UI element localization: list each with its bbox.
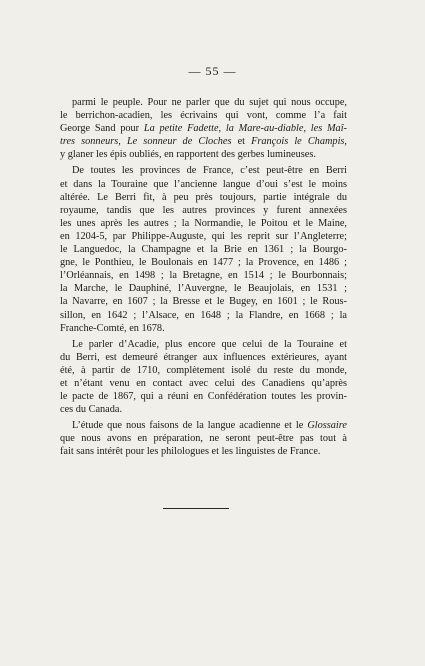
text-run: le berrichon-acadien, les écrivains qui vont, comme l’a fait xyxy=(60,110,347,122)
body-text xyxy=(60,96,347,462)
text-line xyxy=(60,178,347,191)
paragraph xyxy=(60,96,347,161)
text-run: le pacte de 1867, qui a réuni en Confédération toutes les provin- xyxy=(60,391,347,403)
text-line xyxy=(60,403,347,416)
text-run: ces du Canada. xyxy=(60,404,123,416)
text-line xyxy=(60,309,347,322)
paragraph xyxy=(60,338,347,417)
text-run: y glaner les épis oubliés, en rapportent des gerbes lumineuses. xyxy=(60,149,316,161)
text-line xyxy=(60,282,347,295)
text-run: le Languedoc, la Champagne et la Brie en 1361 ; la Bourgo- xyxy=(60,244,347,256)
text-line xyxy=(60,204,347,217)
text-line xyxy=(60,295,347,308)
text-run: en 1204-5, par Philippe-Auguste, qui les reprit sur l’Angleterre; xyxy=(60,230,347,242)
text-run: été, à partir de 1710, complètement isolé du reste du monde, xyxy=(60,364,347,376)
text-run: du Berri, est demeuré étranger aux influences extérieures, ayant xyxy=(60,351,347,363)
text-line xyxy=(60,445,347,458)
italic-title: tres sonneurs, Le sonneur de Cloches xyxy=(60,136,232,148)
text-run: l’Orléannais, en 1498 ; la Bretagne, en 1514 ; le Bourbonnais; xyxy=(60,270,347,282)
text-line xyxy=(60,191,347,204)
text-line xyxy=(60,432,347,445)
text-line xyxy=(60,419,347,432)
text-line xyxy=(60,351,347,364)
text-line xyxy=(60,135,347,148)
text-run: la Navarre, en 1607 ; la Bresse et le Bugey, en 1601 ; le Rous- xyxy=(60,296,347,308)
text-run: et xyxy=(231,136,252,148)
text-run: sillon, en 1642 ; l’Alsace, en 1648 ; la Flandre, en 1668 ; la xyxy=(60,309,347,321)
text-line xyxy=(60,148,347,161)
text-line xyxy=(60,377,347,390)
text-run: De toutes les provinces de France, c’est peut-être en Berri xyxy=(72,165,347,177)
text-run: les unes après les autres ; la Normandie, le Poitou et le Maine, xyxy=(60,217,347,229)
paragraph xyxy=(60,164,347,334)
text-line xyxy=(60,164,347,177)
text-run: George Sand pour xyxy=(60,123,144,135)
text-line xyxy=(60,364,347,377)
text-run: Franche-Comté, en 1678. xyxy=(60,322,165,334)
text-line xyxy=(60,322,347,335)
text-line xyxy=(60,122,347,135)
paragraph xyxy=(60,419,347,458)
text-run: royaume, tandis que les autres provinces y furent annexées xyxy=(60,204,347,216)
text-line xyxy=(60,338,347,351)
text-line xyxy=(60,109,347,122)
text-line xyxy=(60,96,347,109)
text-line xyxy=(60,243,347,256)
text-run: la Marche, le Dauphiné, l’Auvergne, le Beaujolais, en 1531 ; xyxy=(60,283,347,295)
text-run: altérée. Le Berri fit, à peu près toujours, partie intégrale du xyxy=(60,191,347,203)
text-run: que nous avons en préparation, ne seront peut-être pas tout à xyxy=(60,433,347,445)
text-run: L’étude que nous faisons de la langue acadienne et le xyxy=(72,420,308,432)
text-line xyxy=(60,230,347,243)
text-run: et dans la Touraine que l’ancienne langue d’oui s’est le moins xyxy=(60,178,347,190)
text-run: fait sans intérêt pour les philologues et les linguistes de France. xyxy=(60,446,321,458)
section-divider xyxy=(163,508,229,509)
text-line xyxy=(60,269,347,282)
page-number: — 55 — xyxy=(188,64,237,78)
text-run: Le parler d’Acadie, plus encore que celui de la Touraine et xyxy=(72,338,347,350)
italic-title: Glossaire xyxy=(307,420,347,432)
text-run: parmi le peuple. Pour ne parler que du sujet qui nous occupe, xyxy=(72,97,347,108)
italic-title: La petite Fadette, la Mare-au-diable, les Maî- xyxy=(143,123,347,135)
text-line xyxy=(60,390,347,403)
text-run: gne, le Ponthieu, le Boulonais en 1477 ; la Provence, en 1486 ; xyxy=(60,257,347,269)
text-line xyxy=(60,256,347,269)
italic-title: François le Champis, xyxy=(251,136,348,148)
text-line xyxy=(60,217,347,230)
text-run: et n’étant venu en contact avec celui des Canadiens qu’après xyxy=(60,377,347,389)
